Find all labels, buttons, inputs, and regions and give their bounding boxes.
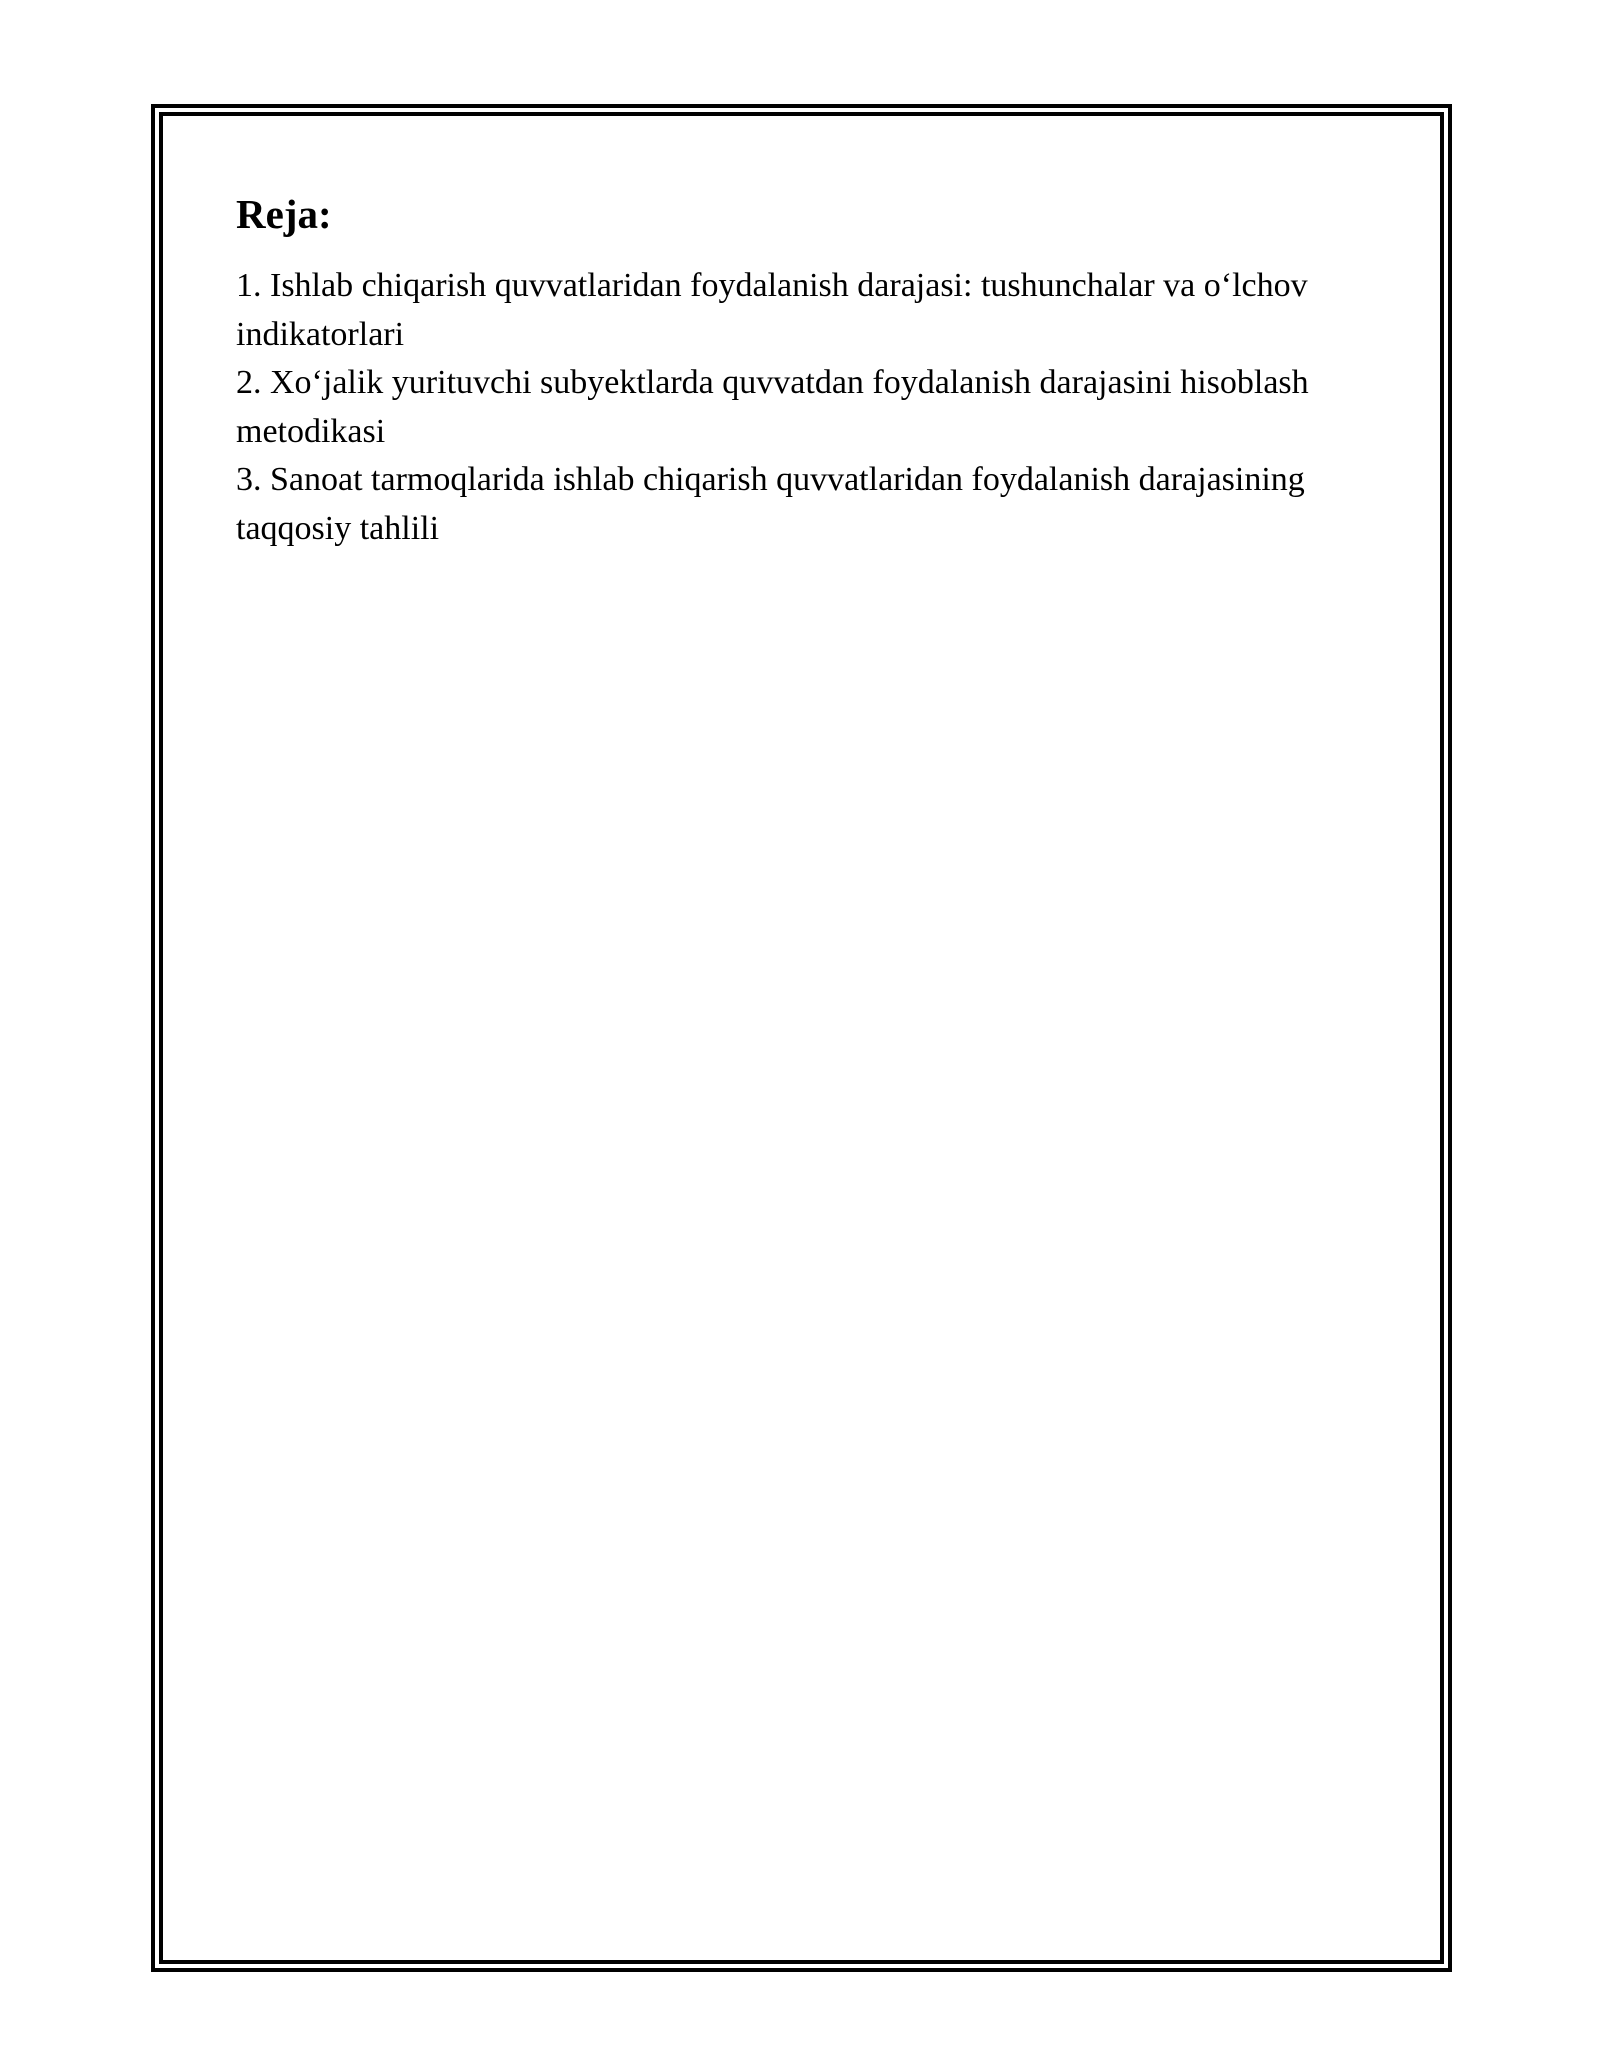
plan-item-1: 1. Ishlab chiqarish quvvatlaridan foydalanish darajasi: tushunchalar va o‘lchov indikatorlari <box>236 267 1308 353</box>
plan-list <box>236 262 1356 553</box>
plan-item-2: 2. Xo‘jalik yurituvchi subyektlarda quvvatdan foydalanish darajasini hisoblash metodikasi <box>236 364 1309 450</box>
page-title: Reja: <box>236 191 332 237</box>
plan-item-3: 3. Sanoat tarmoqlarida ishlab chiqarish quvvatlaridan foydalanish darajasining taqqosiy tahlili <box>236 461 1305 547</box>
page-content <box>236 188 1356 553</box>
